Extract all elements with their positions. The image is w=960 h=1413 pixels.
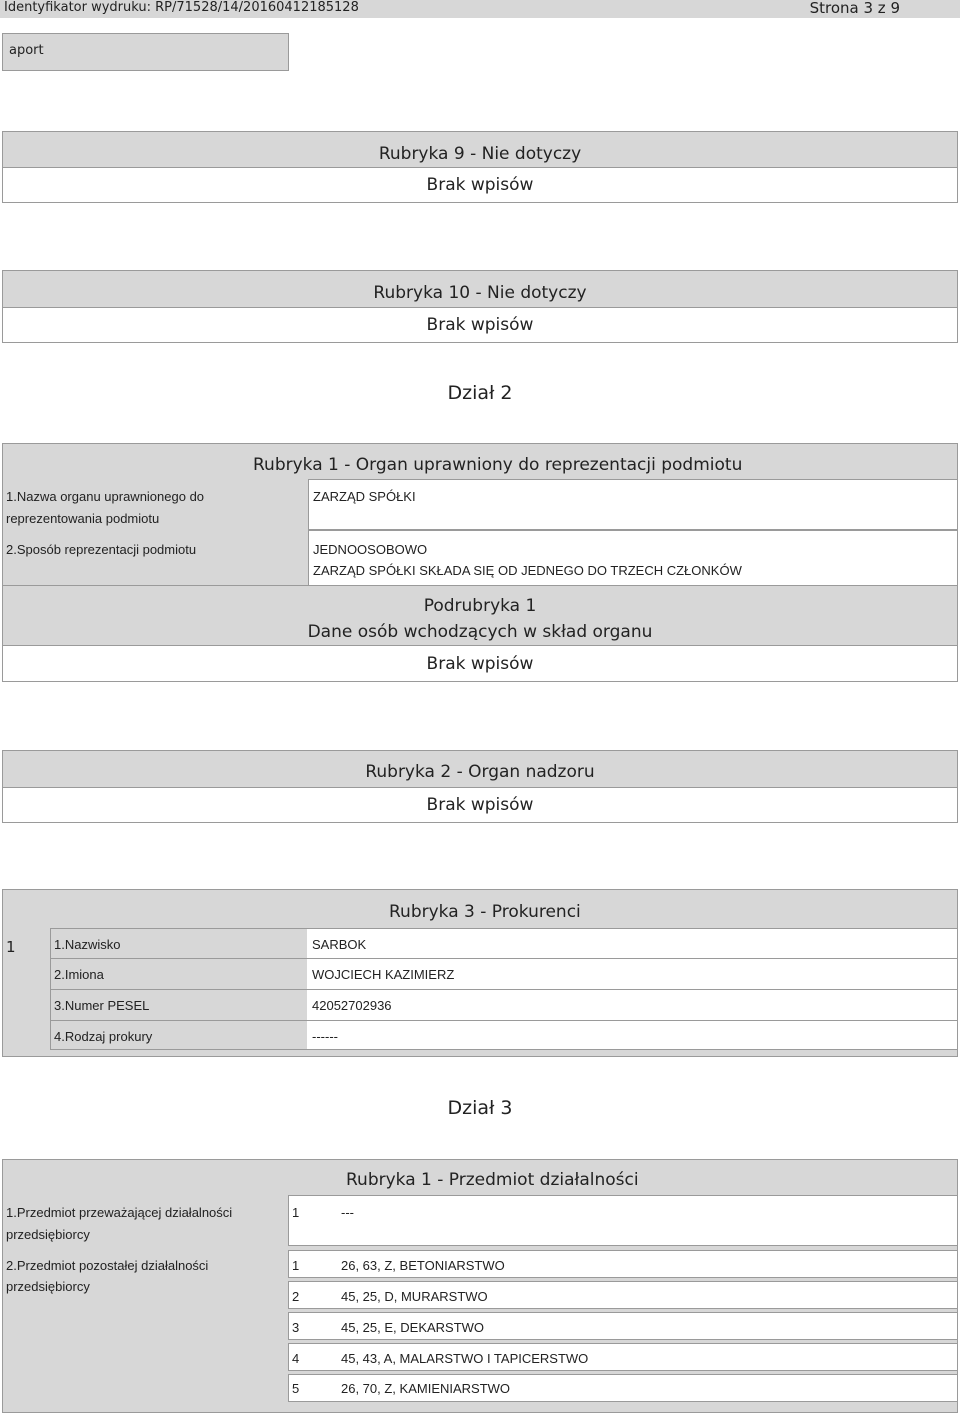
rubryka-10-header [2, 270, 958, 308]
rubryka-2-title: Rubryka 2 - Organ nadzoru [365, 762, 595, 782]
rubryka-10-empty: Brak wpisów [426, 315, 534, 335]
representation-value-b: ZARZĄD SPÓŁKI SKŁADA SIĘ OD JEDNEGO DO TRZECH CZŁONKÓW [313, 563, 742, 578]
page-number: Strona 3 z 9 [809, 0, 900, 17]
other-activity-value: 45, 25, D, MURARSTWO [341, 1289, 488, 1304]
other-activity-value: 26, 63, Z, BETONIARSTWO [341, 1258, 505, 1273]
rubryka-3-title: Rubryka 3 - Prokurenci [389, 902, 581, 922]
main-activity-value: --- [341, 1205, 354, 1220]
rubryka-2-body [2, 787, 958, 823]
aport-label: aport [9, 43, 44, 58]
przedmiot-title: Rubryka 1 - Przedmiot działalności [346, 1170, 639, 1190]
rubryka-9-body [2, 167, 958, 203]
other-activity-no: 1 [292, 1258, 300, 1273]
nazwisko-value: SARBOK [312, 937, 367, 952]
aport-box [2, 33, 289, 71]
podrubryka-title-b-wrap [2, 620, 958, 644]
imiona-value: WOJCIECH KAZIMIERZ [312, 967, 455, 982]
main-activity-label-a: 1.Przedmiot przeważającej działalności [6, 1205, 233, 1220]
dzial-2-title: Dział 2 [447, 382, 513, 404]
main-activity-cell [288, 1195, 958, 1246]
podrubryka-title-a: Podrubryka 1 [423, 596, 537, 616]
other-activity-no: 2 [292, 1289, 300, 1304]
row-divider [51, 958, 957, 959]
organ-name-value: ZARZĄD SPÓŁKI [313, 489, 416, 504]
podrubryka-empty: Brak wpisów [426, 653, 534, 674]
rubryka-9-empty: Brak wpisów [426, 175, 534, 195]
other-activity-no: 5 [292, 1381, 300, 1396]
row-divider [51, 989, 957, 990]
podrubryka-title-b: Dane osób wchodzących w skład organu [307, 622, 653, 642]
other-activity-value: 45, 43, A, MALARSTWO I TAPICERSTWO [341, 1351, 589, 1366]
rubryka-9-title: Rubryka 9 - Nie dotyczy [378, 143, 582, 164]
prokurent-index: 1 [6, 938, 16, 956]
rubryka-10-title: Rubryka 10 - Nie dotyczy [373, 283, 587, 303]
other-activity-value: 26, 70, Z, KAMIENIARSTWO [341, 1381, 511, 1396]
nazwisko-label: 1.Nazwisko [54, 937, 121, 952]
rodzaj-prokury-label: 4.Rodzaj prokury [54, 1029, 153, 1044]
rubryka-10-body [2, 307, 958, 343]
podrubryka-body [2, 645, 958, 682]
main-activity-no: 1 [292, 1205, 300, 1220]
pesel-label: 3.Numer PESEL [54, 998, 150, 1013]
rodzaj-prokury-value: ------ [312, 1029, 338, 1044]
organ-name-label-b: reprezentowania podmiotu [6, 511, 160, 526]
other-activity-no: 4 [292, 1351, 300, 1366]
podrubryka-title-a-wrap [2, 594, 958, 618]
representation-label: 2.Sposób reprezentacji podmiotu [6, 542, 197, 557]
rubryka-1-organ-title: Rubryka 1 - Organ uprawniony do reprezentacji podmiotu [253, 455, 743, 475]
rubryka-2-empty: Brak wpisów [426, 795, 534, 815]
pesel-value: 42052702936 [312, 998, 392, 1013]
row-divider [51, 1020, 957, 1021]
dzial-3-heading [0, 1093, 960, 1123]
main-activity-label-b: przedsiębiorcy [6, 1227, 90, 1242]
other-activity-label-b: przedsiębiorcy [6, 1279, 90, 1294]
representation-value-a: JEDNOOSOBOWO [313, 542, 428, 557]
rubryka-2-header [2, 750, 958, 788]
imiona-label: 2.Imiona [54, 967, 104, 982]
dzial-2-heading [0, 378, 960, 408]
other-activity-label-a: 2.Przedmiot pozostałej działalności [6, 1258, 209, 1273]
other-activity-no: 3 [292, 1320, 300, 1335]
print-identifier: Identyfikator wydruku: RP/71528/14/20160412185128 [4, 0, 359, 15]
other-activity-value: 45, 25, E, DEKARSTWO [341, 1320, 485, 1335]
organ-name-label-a: 1.Nazwa organu uprawnionego do [6, 489, 205, 504]
dzial-3-title: Dział 3 [447, 1097, 513, 1119]
rubryka-9-header [2, 131, 958, 168]
